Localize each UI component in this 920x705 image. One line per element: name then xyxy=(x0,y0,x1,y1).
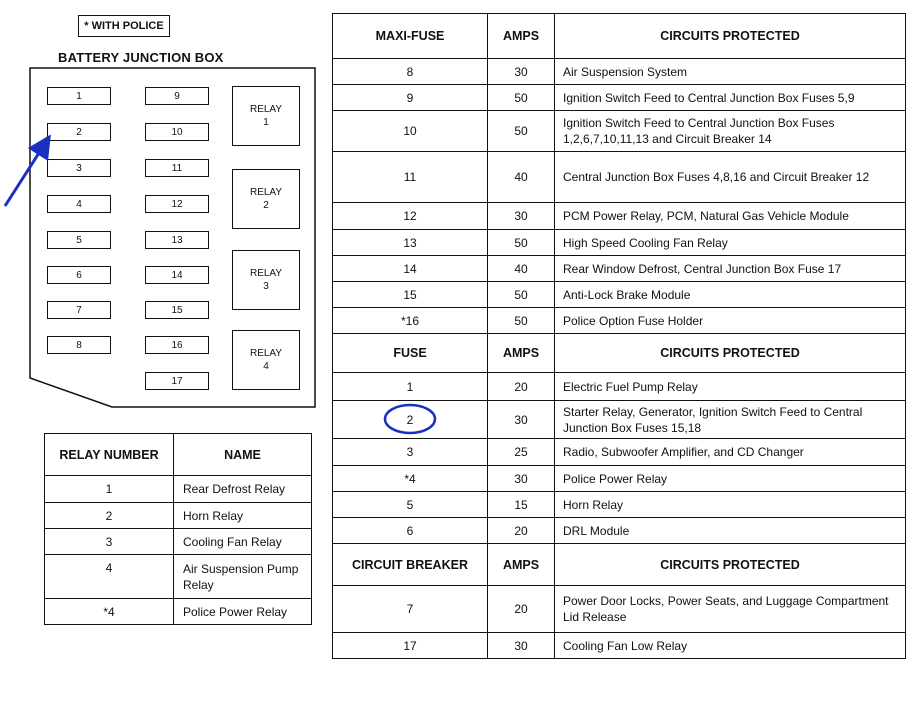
battery-fuse-9: 9 xyxy=(145,87,209,105)
fuse-id: 1 xyxy=(333,373,488,401)
table-row xyxy=(333,492,906,518)
maxi-fuse-id: 8 xyxy=(333,59,488,85)
maxi-fuse-header: MAXI-FUSE xyxy=(333,14,488,59)
relay-number: 4 xyxy=(263,361,269,372)
relay-label: RELAY xyxy=(249,104,283,115)
amps-cell: 40 xyxy=(488,152,555,203)
battery-fuse-11: 11 xyxy=(145,159,209,177)
relay-number-cell: 3 xyxy=(45,529,174,555)
amps-cell: 30 xyxy=(488,59,555,85)
amps-cell: 40 xyxy=(488,256,555,282)
amps-cell: 20 xyxy=(488,518,555,544)
battery-fuse-12: 12 xyxy=(145,195,209,213)
battery-fuse-3: 3 xyxy=(47,159,111,177)
highlight-circle-icon xyxy=(383,403,437,435)
circuit-cell: High Speed Cooling Fan Relay xyxy=(555,230,906,256)
police-legend: * WITH POLICE xyxy=(78,15,170,37)
circuit-cell: Cooling Fan Low Relay xyxy=(555,633,906,659)
circuit-cell: Ignition Switch Feed to Central Junction Box Fuses 5,9 xyxy=(555,85,906,111)
amps-cell: 25 xyxy=(488,439,555,466)
table-row xyxy=(45,476,312,503)
amps-header: AMPS xyxy=(488,334,555,373)
relay-number: 3 xyxy=(263,281,269,292)
circuit-cell: DRL Module xyxy=(555,518,906,544)
table-row xyxy=(333,466,906,492)
relay-name-cell: Air Suspension Pump Relay xyxy=(174,555,312,599)
circuit-cell: Horn Relay xyxy=(555,492,906,518)
table-row xyxy=(45,503,312,529)
relay-number-cell: 4 xyxy=(45,555,174,599)
circuit-cell: PCM Power Relay, PCM, Natural Gas Vehicle Module xyxy=(555,203,906,230)
amps-cell: 50 xyxy=(488,111,555,152)
maxi-fuse-id: 14 xyxy=(333,256,488,282)
battery-fuse-16: 16 xyxy=(145,336,209,354)
fuse-header: FUSE xyxy=(333,334,488,373)
breaker-id: 7 xyxy=(333,586,488,633)
circuit-cell: Police Option Fuse Holder xyxy=(555,308,906,334)
amps-cell: 50 xyxy=(488,282,555,308)
battery-relay-3 xyxy=(232,250,300,310)
battery-relay-1 xyxy=(232,86,300,146)
table-row xyxy=(333,373,906,401)
relay-number-cell: 1 xyxy=(45,476,174,503)
fuse-id: 3 xyxy=(333,439,488,466)
amps-cell: 20 xyxy=(488,373,555,401)
relay-label: RELAY xyxy=(249,348,283,359)
amps-header: AMPS xyxy=(488,544,555,586)
battery-relay-4 xyxy=(232,330,300,390)
fuse-id: 2 xyxy=(406,412,414,427)
relay-table xyxy=(44,433,312,625)
circuit-cell: Central Junction Box Fuses 4,8,16 and Circuit Breaker 12 xyxy=(555,152,906,203)
circuit-cell: Ignition Switch Feed to Central Junction Box Fuses 1,2,6,7,10,11,13 and Circuit Breaker 14 xyxy=(555,111,906,152)
amps-cell: 30 xyxy=(488,466,555,492)
battery-fuse-5: 5 xyxy=(47,231,111,249)
relay-name-header: NAME xyxy=(174,434,312,476)
amps-cell: 50 xyxy=(488,308,555,334)
battery-fuse-14: 14 xyxy=(145,266,209,284)
battery-fuse-4: 4 xyxy=(47,195,111,213)
table-row xyxy=(333,401,906,439)
table-row xyxy=(333,203,906,230)
amps-cell: 30 xyxy=(488,203,555,230)
table-row xyxy=(333,111,906,152)
maxi-fuse-id: 9 xyxy=(333,85,488,111)
relay-number-cell: *4 xyxy=(45,599,174,625)
amps-cell: 20 xyxy=(488,586,555,633)
breaker-id: 17 xyxy=(333,633,488,659)
table-row xyxy=(333,308,906,334)
table-row xyxy=(333,282,906,308)
relay-label: RELAY xyxy=(249,268,283,279)
fuse-id: 5 xyxy=(333,492,488,518)
circuit-cell: Police Power Relay xyxy=(555,466,906,492)
relay-label: RELAY xyxy=(249,187,283,198)
amps-cell: 30 xyxy=(488,401,555,439)
relay-name-cell: Police Power Relay xyxy=(174,599,312,625)
maxi-fuse-id: *16 xyxy=(333,308,488,334)
fuse-circuit-table xyxy=(332,13,906,659)
relay-name-cell: Rear Defrost Relay xyxy=(174,476,312,503)
battery-fuse-8: 8 xyxy=(47,336,111,354)
table-row xyxy=(333,439,906,466)
amps-cell: 30 xyxy=(488,633,555,659)
amps-cell: 50 xyxy=(488,230,555,256)
battery-fuse-13: 13 xyxy=(145,231,209,249)
circuits-protected-header: CIRCUITS PROTECTED xyxy=(555,544,906,586)
maxi-fuse-id: 10 xyxy=(333,111,488,152)
circuit-breaker-header: CIRCUIT BREAKER xyxy=(333,544,488,586)
table-row xyxy=(333,633,906,659)
relay-name-cell: Horn Relay xyxy=(174,503,312,529)
battery-relay-2 xyxy=(232,169,300,229)
fuse-id: 6 xyxy=(333,518,488,544)
relay-number-cell: 2 xyxy=(45,503,174,529)
battery-fuse-7: 7 xyxy=(47,301,111,319)
fuse-id-highlighted xyxy=(333,401,488,439)
maxi-fuse-id: 13 xyxy=(333,230,488,256)
circuits-protected-header: CIRCUITS PROTECTED xyxy=(555,334,906,373)
table-row xyxy=(45,555,312,599)
table-row xyxy=(45,599,312,625)
table-row xyxy=(333,85,906,111)
table-row xyxy=(333,59,906,85)
table-row xyxy=(45,529,312,555)
amps-header: AMPS xyxy=(488,14,555,59)
battery-fuse-2: 2 xyxy=(47,123,111,141)
battery-fuse-15: 15 xyxy=(145,301,209,319)
circuit-cell: Starter Relay, Generator, Ignition Switch Feed to Central Junction Box Fuses 15,18 xyxy=(555,401,906,439)
annotation-arrow-icon xyxy=(0,120,70,220)
table-row xyxy=(333,586,906,633)
battery-fuse-10: 10 xyxy=(145,123,209,141)
battery-fuse-6: 6 xyxy=(47,266,111,284)
relay-number: 1 xyxy=(263,117,269,128)
battery-junction-box-title: BATTERY JUNCTION BOX xyxy=(58,50,224,65)
amps-cell: 50 xyxy=(488,85,555,111)
table-row xyxy=(333,256,906,282)
circuit-cell: Anti-Lock Brake Module xyxy=(555,282,906,308)
relay-number-header: RELAY NUMBER xyxy=(45,434,174,476)
fuse-id: *4 xyxy=(333,466,488,492)
table-row xyxy=(333,230,906,256)
table-row xyxy=(333,152,906,203)
battery-fuse-1: 1 xyxy=(47,87,111,105)
maxi-fuse-id: 15 xyxy=(333,282,488,308)
amps-cell: 15 xyxy=(488,492,555,518)
circuits-protected-header: CIRCUITS PROTECTED xyxy=(555,14,906,59)
maxi-fuse-id: 11 xyxy=(333,152,488,203)
circuit-cell: Radio, Subwoofer Amplifier, and CD Changer xyxy=(555,439,906,466)
relay-number: 2 xyxy=(263,200,269,211)
table-row xyxy=(333,518,906,544)
maxi-fuse-id: 12 xyxy=(333,203,488,230)
circuit-cell: Rear Window Defrost, Central Junction Box Fuse 17 xyxy=(555,256,906,282)
circuit-cell: Power Door Locks, Power Seats, and Luggage Compartment Lid Release xyxy=(555,586,906,633)
circuit-cell: Air Suspension System xyxy=(555,59,906,85)
circuit-cell: Electric Fuel Pump Relay xyxy=(555,373,906,401)
battery-fuse-17: 17 xyxy=(145,372,209,390)
relay-name-cell: Cooling Fan Relay xyxy=(174,529,312,555)
